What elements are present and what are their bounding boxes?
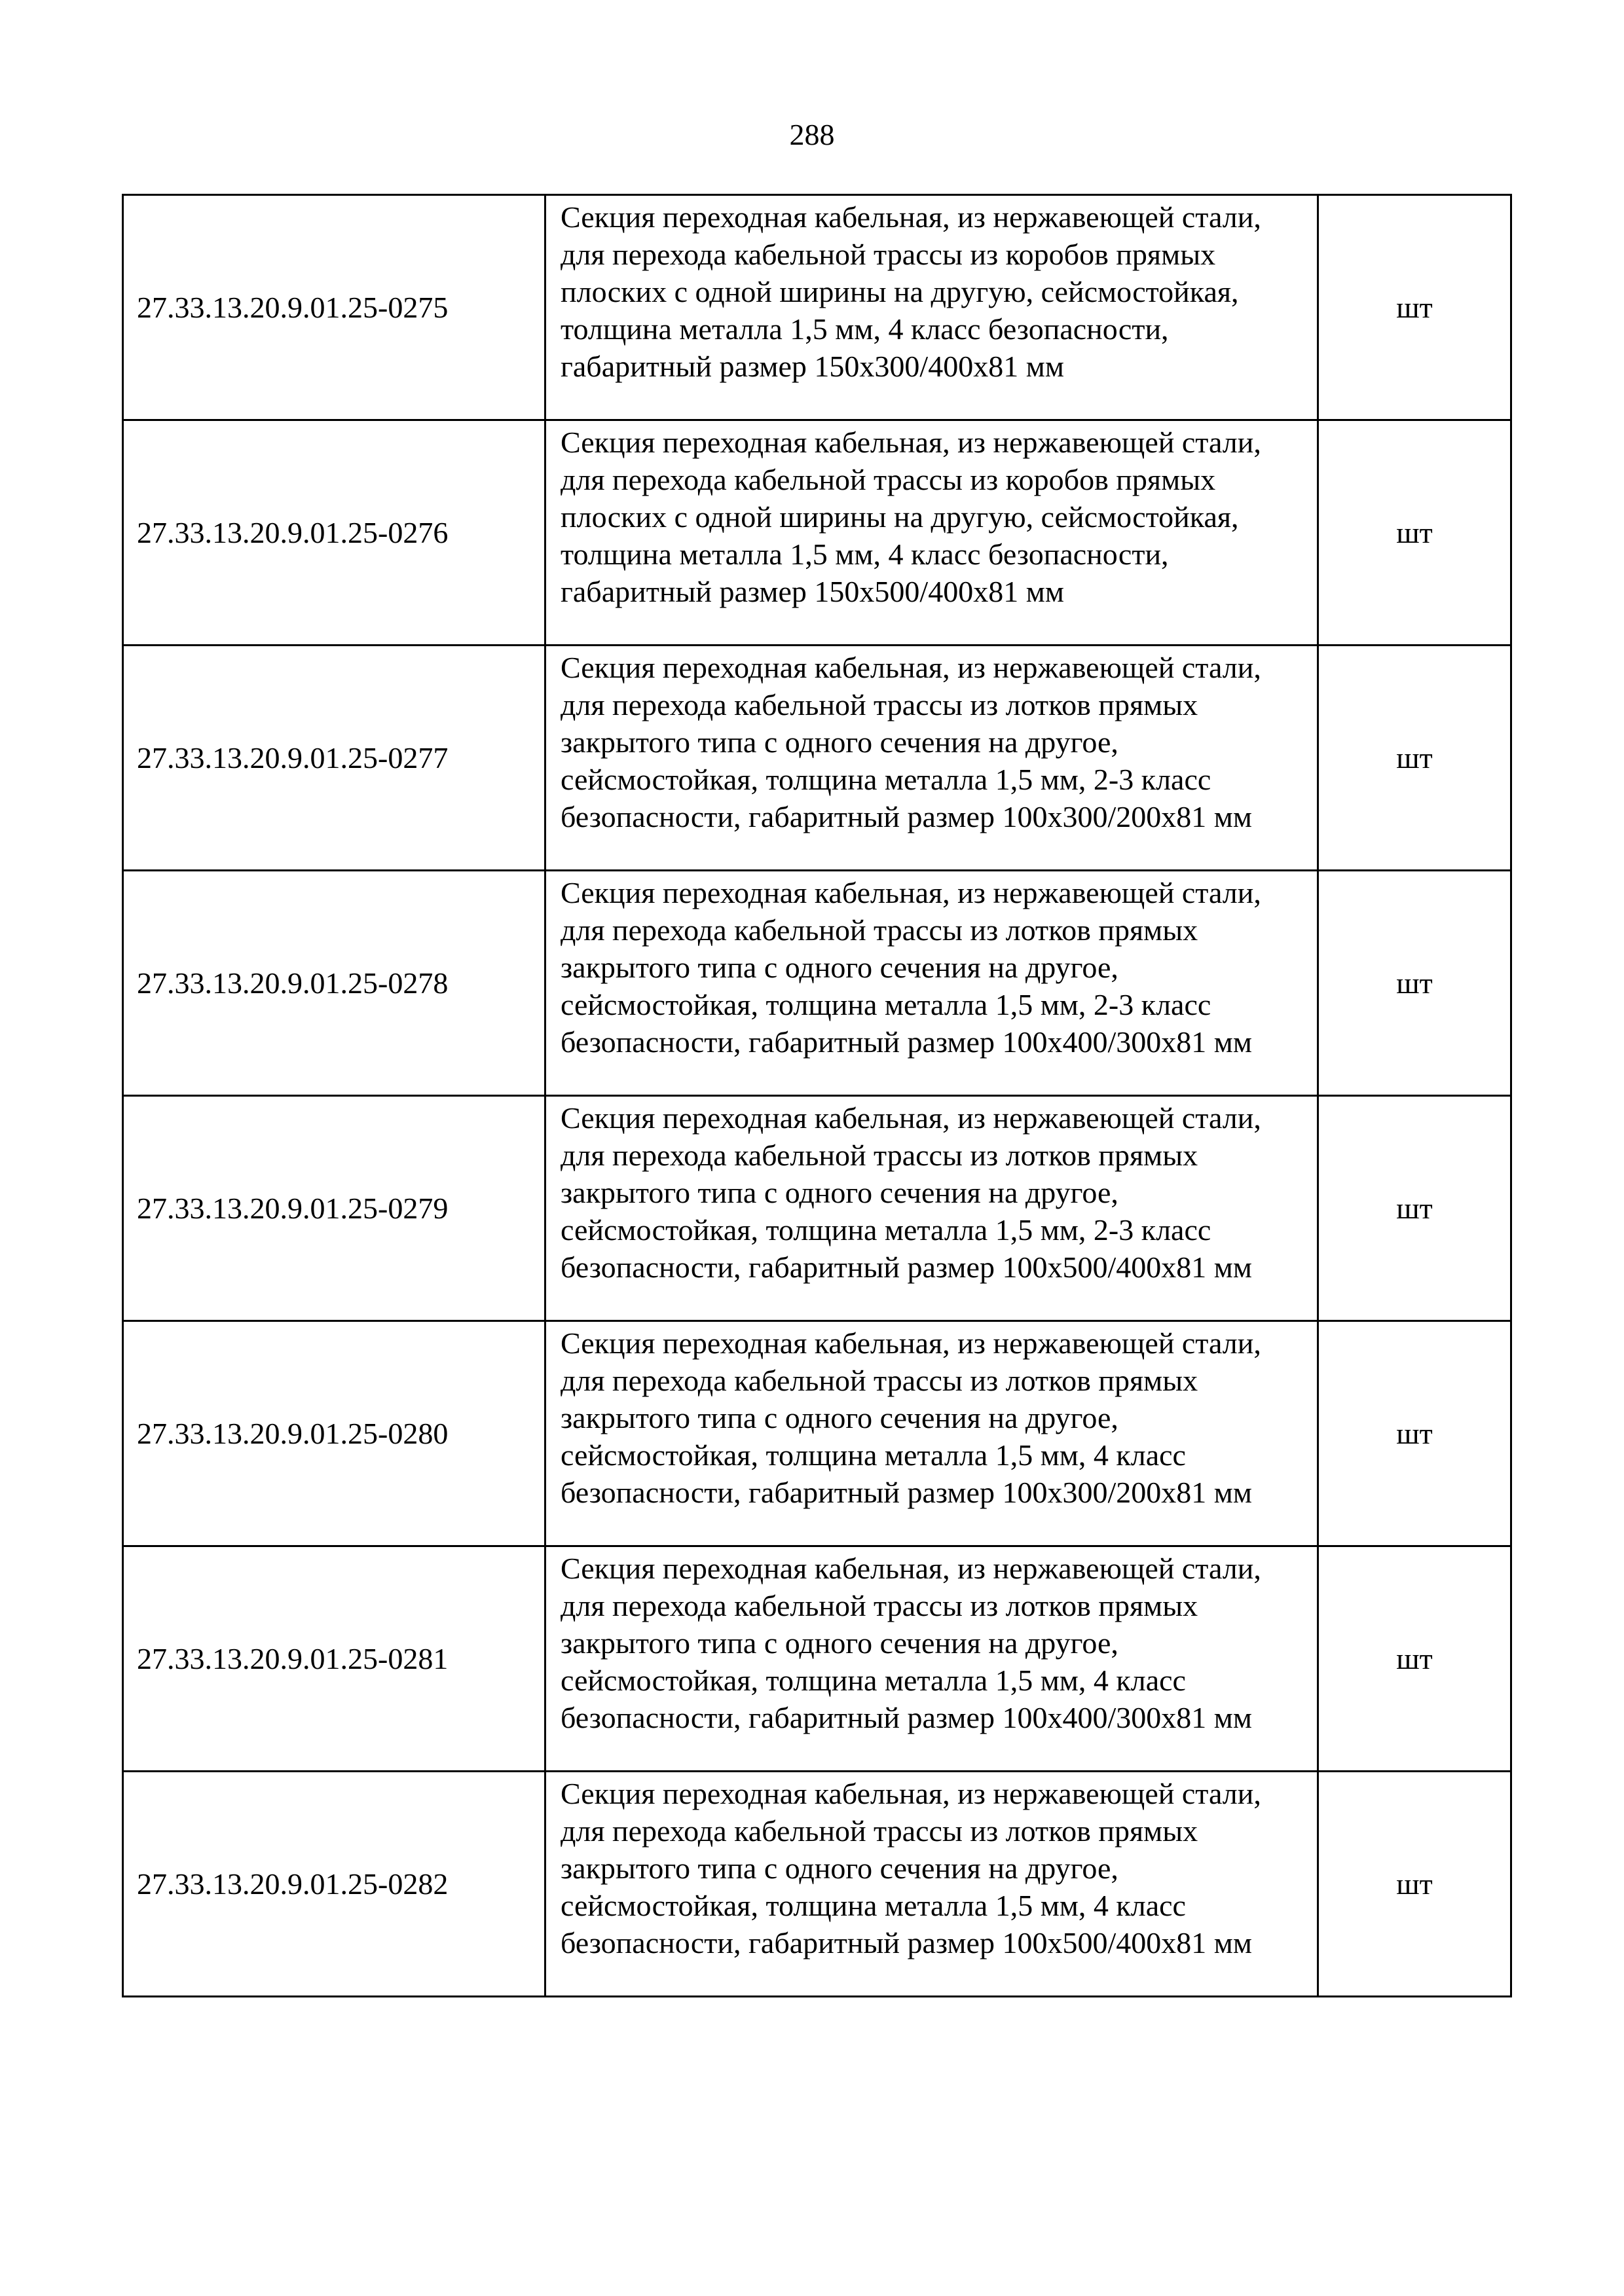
resource-code: 27.33.13.20.9.01.25-0278 [123, 871, 545, 1096]
resource-code: 27.33.13.20.9.01.25-0275 [123, 195, 545, 420]
unit-of-measure: шт [1318, 1321, 1511, 1546]
unit-of-measure: шт [1318, 1546, 1511, 1772]
table-row [123, 1772, 1511, 1997]
resource-code: 27.33.13.20.9.01.25-0282 [123, 1772, 545, 1997]
resource-code: 27.33.13.20.9.01.25-0279 [123, 1096, 545, 1321]
resource-description: Секция переходная кабельная, из нержавеющей стали, для перехода кабельной трассы из лотков прямых закрытого типа с одного сечения на другое, сейсмостойкая, толщина металла 1,5 мм, 2-3 класс безопасности, габаритный размер 100x400/300x81 мм [545, 871, 1318, 1096]
table-row [123, 1321, 1511, 1546]
resource-description: Секция переходная кабельная, из нержавеющей стали, для перехода кабельной трассы из коробов прямых плоских с одной ширины на другую, сейсмостойкая, толщина металла 1,5 мм, 4 класс безопасности, габаритный размер 150x500/400x81 мм [545, 420, 1318, 646]
table-row [123, 420, 1511, 646]
unit-of-measure: шт [1318, 1096, 1511, 1321]
unit-of-measure: шт [1318, 1772, 1511, 1997]
unit-of-measure: шт [1318, 871, 1511, 1096]
page-number: 288 [789, 118, 835, 151]
resource-description: Секция переходная кабельная, из нержавеющей стали, для перехода кабельной трассы из лотков прямых закрытого типа с одного сечения на другое, сейсмостойкая, толщина металла 1,5 мм, 2-3 класс безопасности, габаритный размер 100x300/200x81 мм [545, 646, 1318, 871]
resource-description: Секция переходная кабельная, из нержавеющей стали, для перехода кабельной трассы из лотков прямых закрытого типа с одного сечения на другое, сейсмостойкая, толщина металла 1,5 мм, 2-3 класс безопасности, габаритный размер 100x500/400x81 мм [545, 1096, 1318, 1321]
resource-description: Секция переходная кабельная, из нержавеющей стали, для перехода кабельной трассы из лотков прямых закрытого типа с одного сечения на другое, сейсмостойкая, толщина металла 1,5 мм, 4 класс безопасности, габаритный размер 100x400/300x81 мм [545, 1546, 1318, 1772]
table-row [123, 871, 1511, 1096]
unit-of-measure: шт [1318, 646, 1511, 871]
resource-description: Секция переходная кабельная, из нержавеющей стали, для перехода кабельной трассы из лотков прямых закрытого типа с одного сечения на другое, сейсмостойкая, толщина металла 1,5 мм, 4 класс безопасности, габаритный размер 100x300/200x81 мм [545, 1321, 1318, 1546]
resource-description: Секция переходная кабельная, из нержавеющей стали, для перехода кабельной трассы из коробов прямых плоских с одной ширины на другую, сейсмостойкая, толщина металла 1,5 мм, 4 класс безопасности, габаритный размер 150x300/400x81 мм [545, 195, 1318, 420]
resource-code: 27.33.13.20.9.01.25-0277 [123, 646, 545, 871]
table-row [123, 1096, 1511, 1321]
unit-of-measure: шт [1318, 420, 1511, 646]
table-row [123, 1546, 1511, 1772]
resource-code: 27.33.13.20.9.01.25-0280 [123, 1321, 545, 1546]
resource-description: Секция переходная кабельная, из нержавеющей стали, для перехода кабельной трассы из лотков прямых закрытого типа с одного сечения на другое, сейсмостойкая, толщина металла 1,5 мм, 4 класс безопасности, габаритный размер 100x500/400x81 мм [545, 1772, 1318, 1997]
resource-code: 27.33.13.20.9.01.25-0281 [123, 1546, 545, 1772]
resource-table [122, 194, 1512, 1997]
unit-of-measure: шт [1318, 195, 1511, 420]
table-row [123, 195, 1511, 420]
table-row [123, 646, 1511, 871]
resource-code: 27.33.13.20.9.01.25-0276 [123, 420, 545, 646]
